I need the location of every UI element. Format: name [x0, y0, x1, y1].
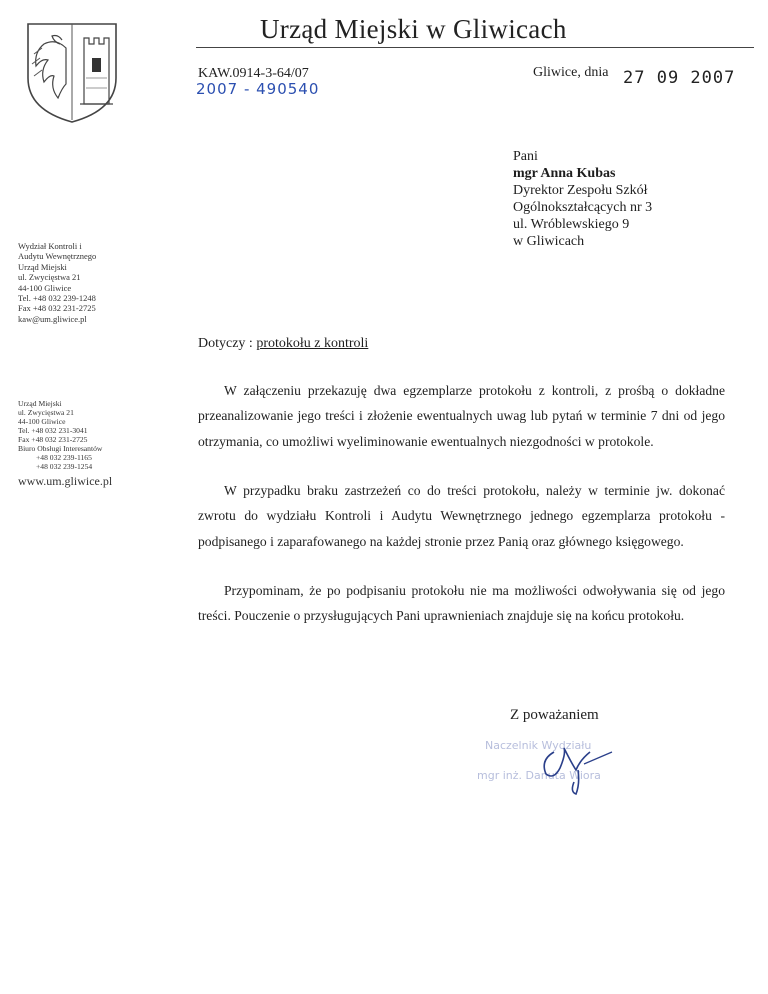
sidebar-line: Fax +48 032 231-2725	[18, 303, 96, 314]
body-paragraph-2: W przypadku braku zastrzeżeń co do treści protokołu, należy w terminie jw. dokonać zwrotu do wydziału Kontroli i Audytu Wewnętrznego jednego egzemplarza protokołu - podpisanego i zaparafowanego na każdej stronie przez Panią oraz głównego księgowego.	[198, 483, 725, 549]
coat-of-arms-icon	[22, 18, 122, 126]
sidebar-line: 44-100 Gliwice	[18, 417, 66, 426]
subject-label: Dotyczy :	[198, 336, 253, 351]
recipient-street: ul. Wróblewskiego 9	[513, 217, 630, 232]
header-divider	[196, 47, 754, 48]
body-paragraph-1: W załączeniu przekazuję dwa egzemplarze protokołu z kontroli, z prośbą o dokładne przeanalizowanie jego treści i złożenie ewentualnych uwag lub pytań w terminie 7 dni od jego otrzymania, co umożliwi wyeliminowanie ewentualnych niezgodności w protokole.	[198, 383, 725, 449]
sidebar-line: Tel. +48 032 231-3041	[18, 426, 88, 435]
sidebar-line: +48 032 239-1254	[36, 462, 93, 471]
page-title: Urząd Miejski w Gliwicach	[260, 14, 567, 44]
sidebar-line: Biuro Obsługi Interesantów	[18, 444, 103, 453]
body-paragraph-3: Przypominam, że po podpisaniu protokołu nie ma możliwości odwoływania się od jego treści. Pouczenie o przysługujących Pani uprawnieniach znajduje się na końcu protokołu.	[198, 583, 725, 624]
recipient-school: Ogólnokształcących nr 3	[513, 200, 653, 215]
sidebar-office-contact	[18, 399, 102, 471]
sidebar-line: Wydział Kontroli i	[18, 241, 82, 251]
reference-number: KAW.0914-3-64/07	[198, 66, 309, 81]
sidebar-department-contact	[18, 241, 96, 324]
sidebar-line: Audytu Wewnętrznego	[18, 251, 97, 262]
recipient-salutation: Pani	[513, 149, 538, 164]
recipient-name: mgr Anna Kubas	[513, 166, 616, 181]
place-date-label: Gliwice, dnia	[533, 65, 609, 80]
sidebar-line: 44-100 Gliwice	[18, 282, 72, 293]
sidebar-line: +48 032 239-1165	[36, 453, 92, 462]
sidebar-website: www.um.gliwice.pl	[18, 474, 113, 488]
sidebar-line: ul. Zwycięstwa 21	[18, 272, 81, 283]
stamp-name: mgr inż. Danuta Wiora	[477, 769, 601, 782]
handwritten-registration-number: 2007 - 490540	[196, 80, 320, 98]
sidebar-line: Urząd Miejski	[18, 261, 67, 272]
recipient-address	[513, 148, 652, 250]
subject-line	[198, 336, 368, 352]
closing-greeting: Z poważaniem	[510, 707, 599, 723]
date-stamp: 27 09 2007	[623, 68, 736, 88]
recipient-city: w Gliwicach	[513, 234, 585, 249]
sidebar-line: Urząd Miejski	[18, 399, 62, 408]
stamp-title: Naczelnik Wydziału	[485, 739, 592, 752]
handwritten-signature-icon	[520, 730, 630, 800]
subject-link[interactable]: protokołu z kontroli	[256, 336, 369, 351]
sidebar-email: kaw@um.gliwice.pl	[18, 313, 87, 324]
recipient-position: Dyrektor Zespołu Szkół	[513, 183, 648, 198]
sidebar-line: ul. Zwycięstwa 21	[18, 408, 74, 417]
sidebar-line: Fax +48 032 231-2725	[18, 435, 88, 444]
sidebar-line: Tel. +48 032 239-1248	[18, 293, 96, 304]
